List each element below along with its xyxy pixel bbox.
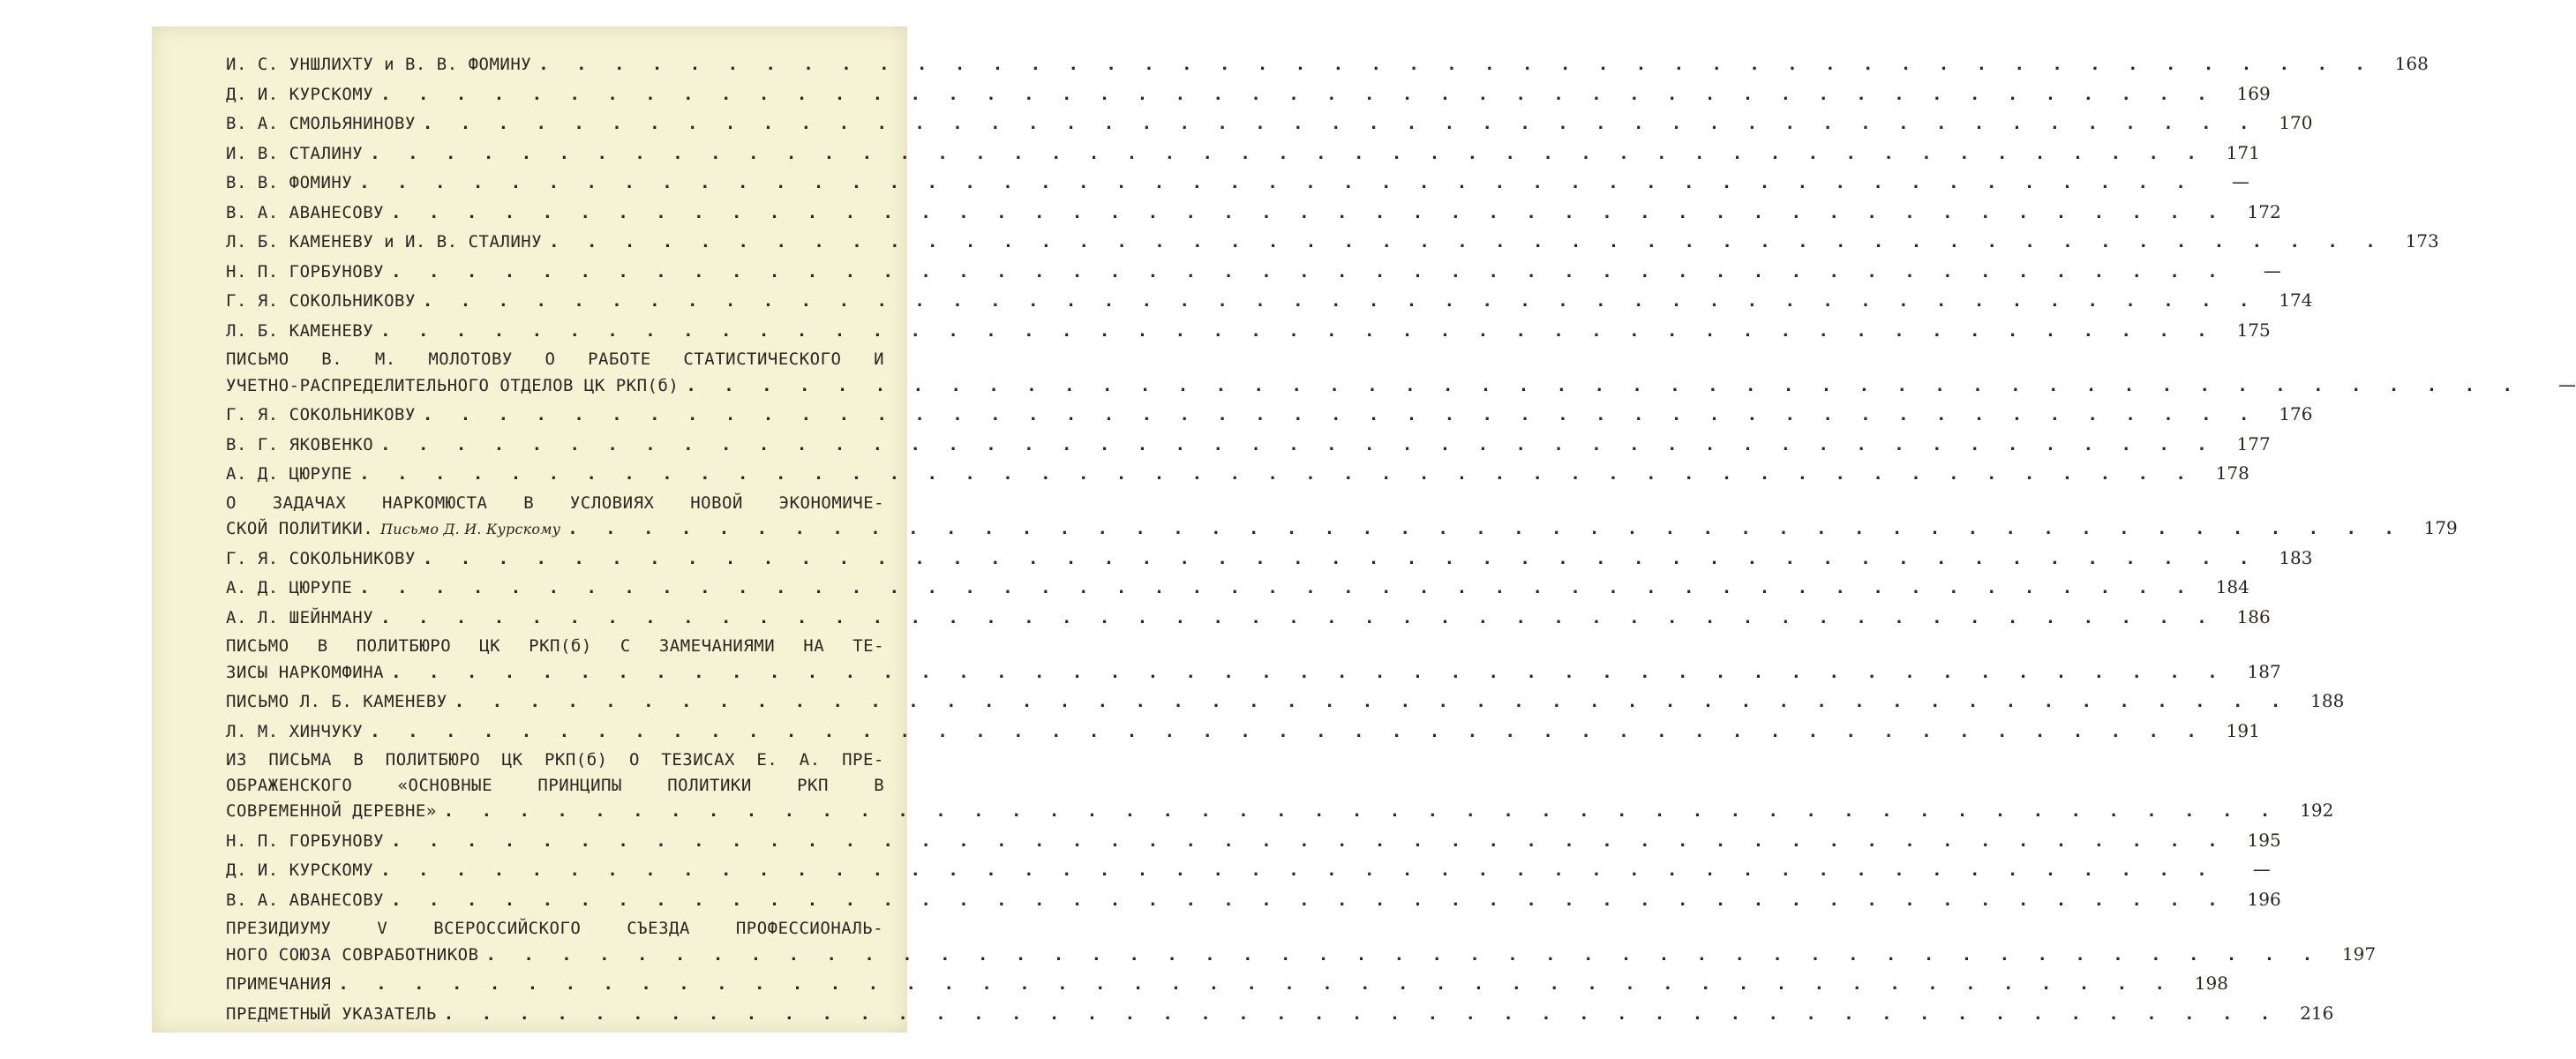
entry-title: В. Г. ЯКОВЕНКО — [226, 434, 374, 454]
entry-title: ЗИСЫ НАРКОМФИНА — [226, 662, 385, 682]
toc-entry — [226, 887, 2281, 913]
entry-title: Г. Я. СОКОЛЬНИКОВУ — [226, 405, 416, 424]
toc-entry-line — [226, 402, 2313, 427]
toc-entry-line — [226, 1001, 2334, 1026]
page-number: — — [2231, 171, 2249, 192]
page-number: 176 — [2279, 403, 2313, 424]
dot-leader: . . . . . . . . . . . . . . . . . . . . . . . . . . . . . . . . . . . . . . . . . . . . . . . . . — [338, 974, 2174, 994]
toc-entry — [226, 916, 2377, 966]
toc-entry — [226, 229, 2439, 254]
dot-leader: . . . . . . . . . . . . . . . . . . . . . . . . . . . . . . . . . . . . . . . . . . . . . . . . . — [422, 548, 2258, 568]
toc-entry-line — [226, 747, 884, 773]
page-number: 168 — [2394, 53, 2429, 74]
book-page — [152, 26, 2576, 1033]
page-number: 198 — [2194, 973, 2228, 994]
entry-title: ПРИМЕЧАНИЯ — [226, 974, 332, 994]
toc-entry-line — [226, 229, 2439, 254]
toc-entry-line — [226, 605, 2271, 630]
page-number: 174 — [2279, 289, 2313, 311]
entry-title: Л. Б. КАМЕНЕВУ и И. В. СТАЛИНУ — [226, 232, 543, 252]
toc-entry — [226, 461, 2249, 486]
toc-entry-line — [226, 916, 884, 942]
toc-entry-line — [226, 718, 2260, 744]
entry-title: И. С. УНШЛИХТУ и В. В. ФОМИНУ — [226, 55, 532, 74]
dot-leader: . . . . . . . . . . . . . . . . . . . . . . . . . . . . . . . . . . . . . . . . . . . . . . . . . — [422, 114, 2258, 133]
entry-title: ПИСЬМО В ПОЛИТБЮРО ЦК РКП(б) С ЗАМЕЧАНИЯМИ НА ТЕ- — [226, 636, 885, 656]
toc-entry-line — [226, 347, 884, 372]
page-number: 175 — [2236, 319, 2271, 341]
dot-leader: . . . . . . . . . . . . . . . . . . . . . . . . . . . . . . . . . . . . . . . . . . . . . . . . . — [380, 320, 2216, 341]
dot-leader: . . . . . . . . . . . . . . . . . . . . . . . . . . . . . . . . . . . . . . . . . . . . . . . . . — [567, 519, 2403, 538]
entry-title: Г. Я. СОКОЛЬНИКОВУ — [226, 548, 416, 568]
entry-title: А. Д. ЦЮРУПЕ — [226, 578, 353, 597]
toc-entry-line — [226, 140, 2260, 166]
toc-entry-line — [226, 169, 2249, 195]
table-of-contents — [226, 51, 2576, 1030]
dot-leader: . . . . . . . . . . . . . . . . . . . . . . . . . . . . . . . . . . . . . . . . . . . . . . . . . — [380, 860, 2216, 880]
page-number: 192 — [2300, 800, 2334, 821]
toc-entry-line — [226, 199, 2281, 225]
dot-leader: . . . . . . . . . . . . . . . . . . . . . . . . . . . . . . . . . . . . . . . . . . . . . . . . . — [422, 405, 2258, 424]
toc-entry — [226, 828, 2281, 853]
dot-leader: . . . . . . . . . . . . . . . . . . . . . . . . . . . . . . . . . . . . . . . . . . . . . . . . . — [380, 84, 2216, 104]
entry-title: В. А. АВАНЕСОВУ — [226, 202, 385, 222]
toc-entry-line — [226, 545, 2313, 571]
entry-title: ПРЕЗИДИУМУ V ВСЕРОССИЙСКОГО СЪЕЗДА ПРОФЕССИОНАЛЬ- — [226, 919, 884, 938]
entry-title: ОБРАЖЕНСКОГО «ОСНОВНЫЕ ПРИНЦИПЫ ПОЛИТИКИ РКП В — [226, 775, 885, 795]
entry-title: СОВРЕМЕННОЙ ДЕРЕВНЕ» — [226, 801, 437, 821]
toc-entry — [226, 1001, 2334, 1026]
toc-entry-line — [226, 857, 2271, 882]
toc-entry — [226, 545, 2313, 571]
entry-title: В. А. АВАНЕСОВУ — [226, 890, 385, 910]
toc-entry — [226, 718, 2260, 744]
toc-entry-line — [226, 798, 2334, 823]
toc-entry — [226, 259, 2281, 284]
toc-entry — [226, 432, 2271, 457]
page-number: 172 — [2247, 200, 2281, 222]
toc-entry — [226, 634, 2281, 684]
toc-entry-line — [226, 575, 2249, 600]
page-number: 191 — [2226, 719, 2260, 741]
toc-entry — [226, 318, 2271, 343]
dot-leader: . . . . . . . . . . . . . . . . . . . . . . . . . . . . . . . . . . . . . . . . . . . . . . . . . — [686, 375, 2521, 395]
toc-entry-line — [226, 318, 2271, 343]
toc-entry-line — [226, 461, 2249, 486]
dot-leader: . . . . . . . . . . . . . . . . . . . . . . . . . . . . . . . . . . . . . . . . . . . . . . . . . — [391, 261, 2227, 282]
dot-leader: . . . . . . . . . . . . . . . . . . . . . . . . . . . . . . . . . . . . . . . . . . . . . . . . . — [443, 1003, 2279, 1024]
page-number: 184 — [2215, 576, 2249, 597]
toc-entry-line — [226, 688, 2345, 714]
toc-entry — [226, 688, 2345, 714]
page-number: — — [2263, 259, 2281, 282]
dot-leader: . . . . . . . . . . . . . . . . . . . . . . . . . . . . . . . . . . . . . . . . . . . . . . . . . — [391, 890, 2227, 910]
entry-title: Н. П. ГОРБУНОВУ — [226, 261, 385, 282]
entry-title: В. В. ФОМИНУ — [226, 173, 353, 192]
dot-leader: . . . . . . . . . . . . . . . . . . . . . . . . . . . . . . . . . . . . . . . . . . . . . . . . . — [422, 291, 2258, 311]
entry-title: УЧЕТНО-РАСПРЕДЕЛИТЕЛЬНОГО ОТДЕЛОВ ЦК РКП(б) — [226, 375, 680, 395]
dot-leader: . . . . . . . . . . . . . . . . . . . . . . . . . . . . . . . . . . . . . . . . . . . . . . . . . — [370, 143, 2205, 163]
toc-entry-line — [226, 634, 884, 659]
entry-subtitle: Письмо Д. И. Курскому — [380, 521, 561, 537]
page-number: 197 — [2341, 943, 2377, 965]
page-number: 186 — [2236, 605, 2271, 627]
entry-title: СКОЙ ПОЛИТИКИ. — [226, 519, 374, 538]
toc-entry — [226, 747, 2334, 823]
dot-leader: . . . . . . . . . . . . . . . . . . . . . . . . . . . . . . . . . . . . . . . . . . . . . . . . . — [391, 830, 2227, 851]
toc-entry-line — [226, 515, 2458, 541]
dot-leader: . . . . . . . . . . . . . . . . . . . . . . . . . . . . . . . . . . . . . . . . . . . . . . . . . — [380, 434, 2216, 454]
toc-entry-line — [226, 51, 2429, 77]
page-number: 216 — [2300, 1002, 2334, 1024]
toc-entry-line — [226, 110, 2313, 136]
toc-entry — [226, 81, 2271, 107]
page-number: 188 — [2310, 690, 2345, 711]
entry-title: Л. Б. КАМЕНЕВУ — [226, 320, 374, 341]
page-number: 169 — [2236, 82, 2271, 104]
page-number: 178 — [2215, 462, 2249, 484]
dot-leader: . . . . . . . . . . . . . . . . . . . . . . . . . . . . . . . . . . . . . . . . . . . . . . . . . — [391, 202, 2227, 222]
toc-entry-line — [226, 659, 2281, 685]
entry-title: Л. М. ХИНЧУКУ — [226, 721, 364, 741]
toc-entry-line — [226, 971, 2228, 996]
toc-entry-line — [226, 773, 884, 799]
toc-entry — [226, 199, 2281, 225]
entry-title: Н. П. ГОРБУНОВУ — [226, 830, 385, 851]
entry-title: А. Л. ШЕЙНМАНУ — [226, 607, 374, 627]
dot-leader: . . . . . . . . . . . . . . . . . . . . . . . . . . . . . . . . . . . . . . . . . . . . . . . . . — [359, 578, 2195, 597]
page-number: 171 — [2226, 141, 2260, 163]
dot-leader: . . . . . . . . . . . . . . . . . . . . . . . . . . . . . . . . . . . . . . . . . . . . . . . . . — [549, 232, 2384, 252]
toc-entry — [226, 971, 2228, 996]
toc-entry — [226, 169, 2249, 195]
page-number: 187 — [2247, 660, 2281, 682]
dot-leader: . . . . . . . . . . . . . . . . . . . . . . . . . . . . . . . . . . . . . . . . . . . . . . . . . — [454, 692, 2290, 711]
toc-entry-line — [226, 372, 2576, 398]
dot-leader: . . . . . . . . . . . . . . . . . . . . . . . . . . . . . . . . . . . . . . . . . . . . . . . . . — [359, 173, 2195, 192]
entry-title: О ЗАДАЧАХ НАРКОМЮСТА В УСЛОВИЯХ НОВОЙ ЭКОНОМИЧЕ- — [226, 492, 885, 513]
dot-leader: . . . . . . . . . . . . . . . . . . . . . . . . . . . . . . . . . . . . . . . . . . . . . . . . . — [370, 721, 2205, 741]
toc-entry-line — [226, 491, 884, 516]
toc-entry-line — [226, 942, 2377, 967]
toc-entry — [226, 288, 2313, 313]
dot-leader: . . . . . . . . . . . . . . . . . . . . . . . . . . . . . . . . . . . . . . . . . . . . . . . . . — [443, 801, 2279, 821]
toc-entry-line — [226, 259, 2281, 284]
entry-title: Д. И. КУРСКОМУ — [226, 860, 374, 880]
entry-title: А. Д. ЦЮРУПЕ — [226, 464, 353, 484]
entry-title: ИЗ ПИСЬМА В ПОЛИТБЮРО ЦК РКП(б) О ТЕЗИСАХ Е. А. ПРЕ- — [226, 750, 884, 770]
toc-entry — [226, 51, 2429, 77]
page-number: 179 — [2423, 517, 2458, 538]
dot-leader: . . . . . . . . . . . . . . . . . . . . . . . . . . . . . . . . . . . . . . . . . . . . . . . . . — [380, 607, 2216, 627]
toc-entry-line — [226, 432, 2271, 457]
entry-title: И. В. СТАЛИНУ — [226, 143, 364, 163]
dot-leader: . . . . . . . . . . . . . . . . . . . . . . . . . . . . . . . . . . . . . . . . . . . . . . . . . — [391, 662, 2227, 682]
page-number: 177 — [2236, 432, 2271, 454]
toc-entry — [226, 857, 2271, 882]
toc-entry — [226, 402, 2313, 427]
toc-entry-line — [226, 288, 2313, 313]
toc-entry — [226, 140, 2260, 166]
page-number: 173 — [2405, 230, 2439, 252]
toc-entry — [226, 605, 2271, 630]
page-number: — — [2252, 859, 2271, 880]
toc-entry — [226, 575, 2249, 600]
entry-title: ПИСЬМО Л. Б. КАМЕНЕВУ — [226, 692, 447, 711]
entry-title: Г. Я. СОКОЛЬНИКОВУ — [226, 291, 416, 311]
page-number: — — [2557, 373, 2576, 395]
entry-title: ПРЕДМЕТНЫЙ УКАЗАТЕЛЬ — [226, 1003, 437, 1024]
toc-entry — [226, 347, 2576, 397]
toc-entry-line — [226, 828, 2281, 853]
page-number: 196 — [2247, 888, 2281, 910]
toc-entry — [226, 110, 2313, 136]
dot-leader: . . . . . . . . . . . . . . . . . . . . . . . . . . . . . . . . . . . . . . . . . . . . . . . . . — [538, 55, 2374, 74]
page-number: 170 — [2279, 112, 2313, 133]
entry-title: В. А. СМОЛЬЯНИНОВУ — [226, 114, 416, 133]
page-number: 183 — [2279, 546, 2313, 568]
dot-leader: . . . . . . . . . . . . . . . . . . . . . . . . . . . . . . . . . . . . . . . . . . . . . . . . . — [485, 944, 2322, 965]
toc-entry-line — [226, 887, 2281, 913]
toc-entry-line — [226, 81, 2271, 107]
entry-title: НОГО СОЮЗА СОВРАБОТНИКОВ — [226, 944, 479, 965]
entry-title: ПИСЬМО В. М. МОЛОТОВУ О РАБОТЕ СТАТИСТИЧЕСКОГО И — [226, 349, 885, 369]
toc-entry — [226, 491, 2458, 541]
entry-title: Д. И. КУРСКОМУ — [226, 84, 374, 104]
dot-leader: . . . . . . . . . . . . . . . . . . . . . . . . . . . . . . . . . . . . . . . . . . . . . . . . . — [359, 464, 2195, 484]
page-number: 195 — [2247, 829, 2281, 851]
